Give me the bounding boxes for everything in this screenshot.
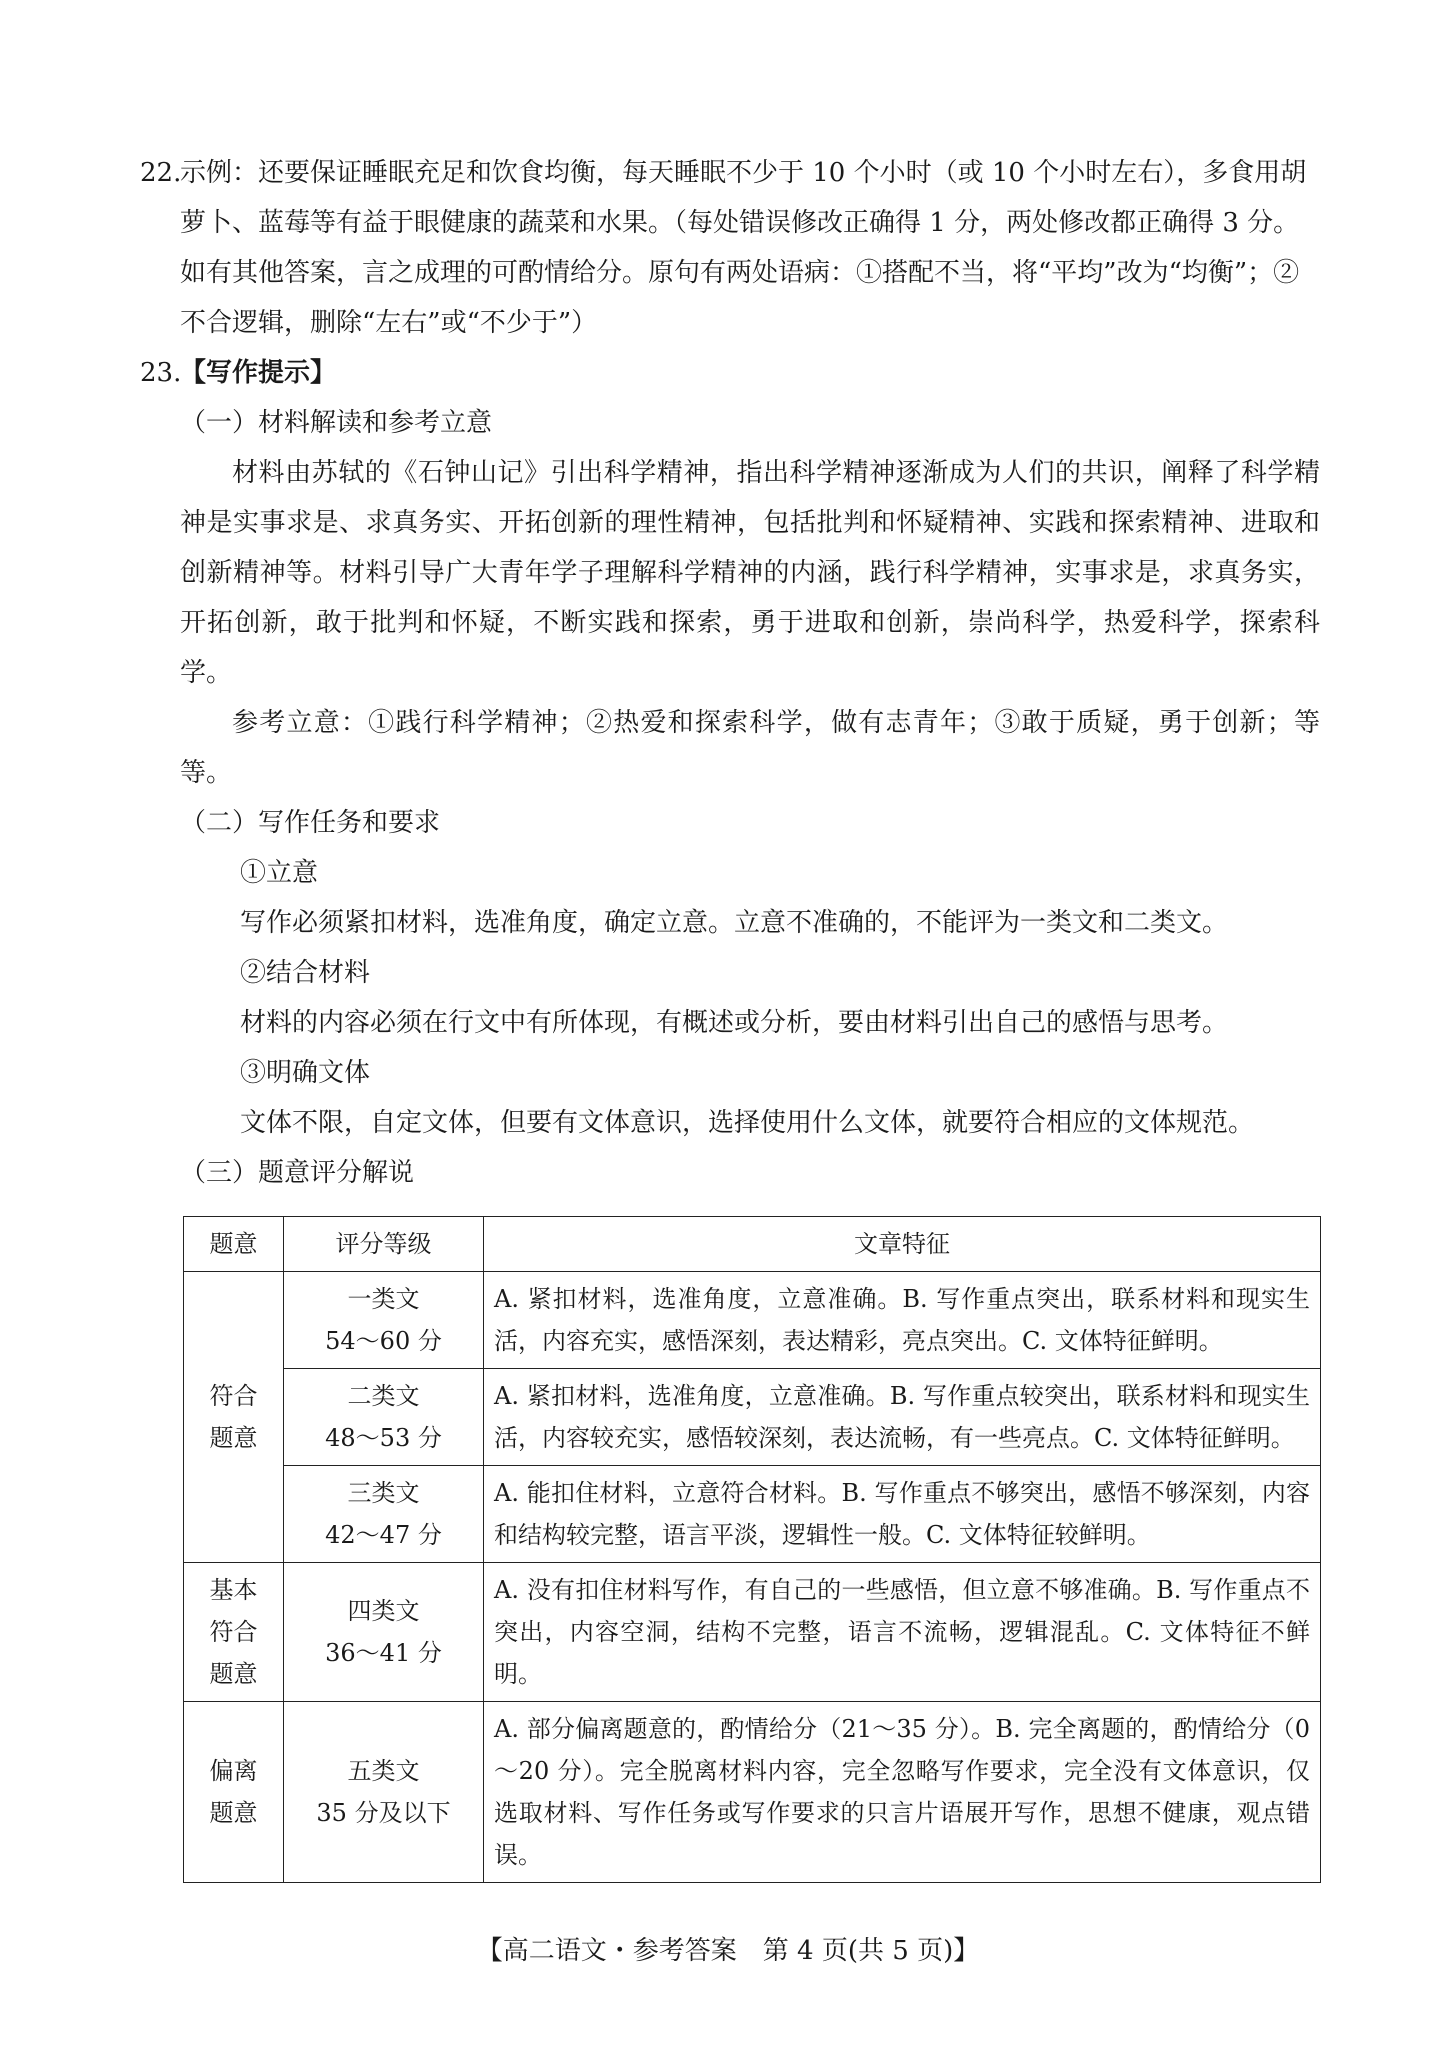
grade-cell (284, 1466, 484, 1563)
group-off-topic: 偏离 题意 (184, 1702, 284, 1883)
grade-cell (284, 1563, 484, 1702)
grade-cell (284, 1702, 484, 1883)
grade-label: 一类文 (347, 1285, 420, 1313)
grade-label: 二类文 (347, 1382, 420, 1410)
question-number: 23. (140, 358, 182, 388)
question-22 (140, 148, 1320, 348)
header-features: 文章特征 (484, 1217, 1321, 1272)
requirement-1-title: ①立意 (240, 858, 319, 888)
table-row (184, 1369, 1321, 1466)
question-23 (140, 348, 1320, 398)
grade-label: 三类文 (347, 1479, 420, 1507)
grade-score: 48～53 分 (325, 1424, 442, 1452)
grade-description: A. 没有扣住材料写作，有自己的一些感悟，但立意不够准确。B. 写作重点不突出，内容空洞，结构不完整，语言不流畅，逻辑混乱。C. 文体特征不鲜明。 (484, 1563, 1321, 1702)
question-22-answer: 示例：还要保证睡眠充足和饮食均衡，每天睡眠不少于 10 个小时（或 10 个小时左右），多食用胡萝卜、蓝莓等有益于眼健康的蔬菜和水果。（每处错误修改正确得 1 分，两处修改都正确得 3 分。如有其他答案，言之成理的可酌情给分。原句有两处语病：①搭配不当，将“平均”改为“均衡”；②不合逻辑，删除“左右”或“不少于”） (180, 158, 1307, 338)
grade-description: A. 紧扣材料，选准角度，立意准确。B. 写作重点较突出，联系材料和现实生活，内容较充实，感悟较深刻，表达流畅，有一些亮点。C. 文体特征鲜明。 (484, 1369, 1321, 1466)
reference-themes: 参考立意：①践行科学精神；②热爱和探索科学，做有志青年；③敢于质疑，勇于创新；等等。 (180, 708, 1320, 788)
header-theme: 题意 (184, 1217, 284, 1272)
header-grade: 评分等级 (284, 1217, 484, 1272)
grade-score: 42～47 分 (325, 1521, 442, 1549)
grade-score: 54～60 分 (325, 1327, 442, 1355)
question-number: 22. (140, 158, 182, 188)
group-basically-on-topic: 基本 符合 题意 (184, 1563, 284, 1702)
requirement-3-title: ③明确文体 (240, 1058, 371, 1088)
grading-table (183, 1216, 1321, 1883)
grade-label: 五类文 (347, 1757, 420, 1785)
grade-score: 36～41 分 (325, 1639, 442, 1667)
table-header-row (184, 1217, 1321, 1272)
requirement-1-text: 写作必须紧扣材料，选准角度，确定立意。立意不准确的，不能评为一类文和二类文。 (240, 908, 1229, 938)
requirement-2-text: 材料的内容必须在行文中有所体现，有概述或分析，要由材料引出自己的感悟与思考。 (240, 1008, 1229, 1038)
section-2-title: （二）写作任务和要求 (180, 808, 441, 838)
section-3-title: （三）题意评分解说 (180, 1158, 415, 1188)
grade-cell (284, 1369, 484, 1466)
group-on-topic: 符合 题意 (184, 1272, 284, 1563)
answer-content (140, 148, 1320, 1198)
table-row (184, 1272, 1321, 1369)
material-interpretation: 材料由苏轼的《石钟山记》引出科学精神，指出科学精神逐渐成为人们的共识，阐释了科学精神是实事求是、求真务实、开拓创新的理性精神，包括批判和怀疑精神、实践和探索精神、进取和创新精神等。材料引导广大青年学子理解科学精神的内涵，践行科学精神，实事求是，求真务实，开拓创新，敢于批判和怀疑，不断实践和探索，勇于进取和创新，崇尚科学，热爱科学，探索科学。 (180, 458, 1320, 688)
requirement-2-title: ②结合材料 (240, 958, 371, 988)
grade-score: 35 分及以下 (316, 1799, 451, 1827)
grade-label: 四类文 (347, 1597, 420, 1625)
writing-tips-title: 【写作提示】 (180, 358, 337, 388)
table-row (184, 1702, 1321, 1883)
grade-description: A. 紧扣材料，选准角度，立意准确。B. 写作重点突出，联系材料和现实生活，内容充实，感悟深刻，表达精彩，亮点突出。C. 文体特征鲜明。 (484, 1272, 1321, 1369)
table-row (184, 1466, 1321, 1563)
grade-description: A. 能扣住材料，立意符合材料。B. 写作重点不够突出，感悟不够深刻，内容和结构较完整，语言平淡，逻辑性一般。C. 文体特征较鲜明。 (484, 1466, 1321, 1563)
page-footer: 【高二语文・参考答案 第 4 页(共 5 页)】 (476, 1936, 980, 1966)
requirement-3-text: 文体不限，自定文体，但要有文体意识，选择使用什么文体，就要符合相应的文体规范。 (240, 1108, 1255, 1138)
grade-description: A. 部分偏离题意的，酌情给分（21～35 分）。B. 完全离题的，酌情给分（0～20 分）。完全脱离材料内容，完全忽略写作要求，完全没有文体意识，仅选取材料、写作任务或写作要求的只言片语展开写作，思想不健康，观点错误。 (484, 1702, 1321, 1883)
section-1-title: （一）材料解读和参考立意 (180, 408, 493, 438)
grade-cell (284, 1272, 484, 1369)
table-row (184, 1563, 1321, 1702)
